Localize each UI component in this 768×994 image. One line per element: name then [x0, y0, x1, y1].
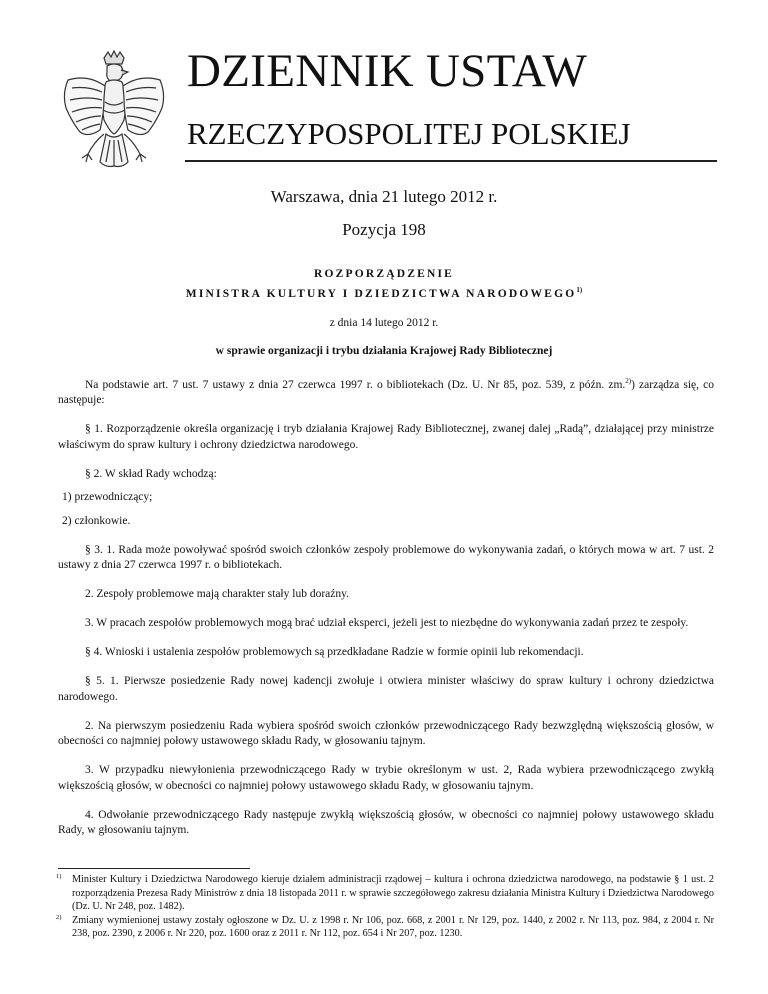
paragraph-5-3: 3. W przypadku niewyłonienia przewodniczącego Rady w trybie określonym w ust. 2, Rada wybiera przewodniczącego zwykłą większością głosów, w obecności co najmniej połowy ustawowego składu Rady, w głosowaniu tajnym.: [58, 764, 714, 792]
paragraph-5-2: 2. Na pierwszym posiedzeniu Rada wybiera spośród swoich członków przewodniczącego Rady bezwzględną większością głosów, w obecności co najmniej połowy ustawowego składu Rady, w głosowaniu tajnym.: [58, 719, 714, 748]
issuer-footnote-ref: 1): [576, 286, 583, 294]
paragraph-2: § 2. W skład Rady wchodzą:: [85, 467, 217, 480]
paragraph-3-3: 3. W pracach zespołów problemowych mogą brać udział eksperci, jeżeli jest to niezbędne do wykonywania zadań przez te zespoły.: [85, 617, 689, 630]
publication-date: Warszawa, dnia 21 lutego 2012 r.: [270, 187, 498, 206]
journal-subtitle: RZECZYPOSPOLITEJ POLSKIEJ: [187, 116, 631, 151]
regulation-body: [58, 374, 714, 852]
preamble-text: Na podstawie art. 7 ust. 7 ustawy z dnia 27 czerwca 1997 r. o bibliotekach (Dz. U. Nr 85, poz. 539, z późn. zm.: [85, 378, 626, 391]
footnote-divider: [58, 868, 250, 869]
journal-title: DZIENNIK USTAW: [187, 45, 588, 97]
paragraph-4: § 4. Wnioski i ustalenia zespołów problemowych są przedkładane Radzie w formie opinii lub rekomendacji.: [85, 646, 584, 659]
list-item: 1) przewodniczący;: [62, 491, 153, 504]
regulation-subject: w sprawie organizacji i trybu działania Krajowej Rady Bibliotecznej: [215, 345, 553, 357]
regulation-type: ROZPORZĄDZENIE: [313, 268, 455, 280]
paragraph-5-1: § 5. 1. Pierwsze posiedzenie Rady nowej kadencji zwołuje i otwiera minister właściwy do spraw kultury i ochrony dziedzictwa narodowego.: [58, 675, 714, 703]
footnote-number: 2): [56, 913, 62, 921]
footnote: [58, 914, 714, 941]
list-item: 2) członkowie.: [62, 514, 131, 527]
preamble-footnote-ref: 2): [625, 377, 632, 385]
paragraph-3-2: 2. Zespoły problemowe mają charakter stały lub doraźny.: [85, 588, 349, 601]
footnote-text: Zmiany wymienionej ustawy zostały ogłoszone w Dz. U. z 1998 r. Nr 106, poz. 668, z 2001 r. Nr 129, poz. 1440, z 2002 r. Nr 113, poz. 984, z 2004 r. Nr 238, poz. 2390, z 2006 r. Nr 220, poz. 1600 oraz z 2011 r. Nr 112, poz. 654 i Nr 207, poz. 1230.: [72, 914, 714, 940]
regulation-issuer: [0, 286, 768, 300]
footnote-text: Minister Kultury i Dziedzictwa Narodowego kieruje działem administracji rządowej – kultura i ochrona dziedzictwa narodowego, na podstawie § 1 ust. 2 rozporządzenia Prezesa Rady Ministrów z dnia 18 listopada 2011 r. w sprawie szczegółowego zakresu działania Ministra Kultury i Dziedzictwa Narodowego (Dz. U. Nr 248, poz. 1482).: [72, 874, 714, 913]
footnote: [58, 873, 714, 914]
polish-eagle-icon: [58, 50, 170, 185]
position-number: Pozycja 198: [342, 220, 426, 239]
footnotes: [58, 873, 714, 941]
paragraph-1: § 1. Rozporządzenie określa organizację i tryb działania Krajowej Rady Bibliotecznej, zwanej dalej „Radą”, działającej przy ministrze właściwym do spraw kultury i ochrony dziedzictwa narodowego.: [58, 423, 714, 451]
paragraph-3-1: § 3. 1. Rada może powoływać spośród swoich członków zespoły problemowe do wykonywania zadań, o których mowa w art. 7 ust. 2 ustawy z dnia 27 czerwca 1997 r. o bibliotekach.: [58, 543, 714, 572]
footnote-number: 1): [56, 873, 62, 880]
issuer-name: MINISTRA KULTURY I DZIEDZICTWA NARODOWEGO: [185, 287, 577, 300]
masthead-divider: [185, 160, 717, 162]
preamble-text-end: ) zarządza się, co następuje:: [58, 378, 714, 407]
regulation-date: z dnia 14 lutego 2012 r.: [329, 317, 439, 329]
paragraph-5-4: 4. Odwołanie przewodniczącego Rady następuje zwykłą większością głosów, w obecności co najmniej połowy ustawowego składu Rady, w głosowaniu tajnym.: [58, 808, 714, 837]
preamble: [58, 374, 714, 409]
